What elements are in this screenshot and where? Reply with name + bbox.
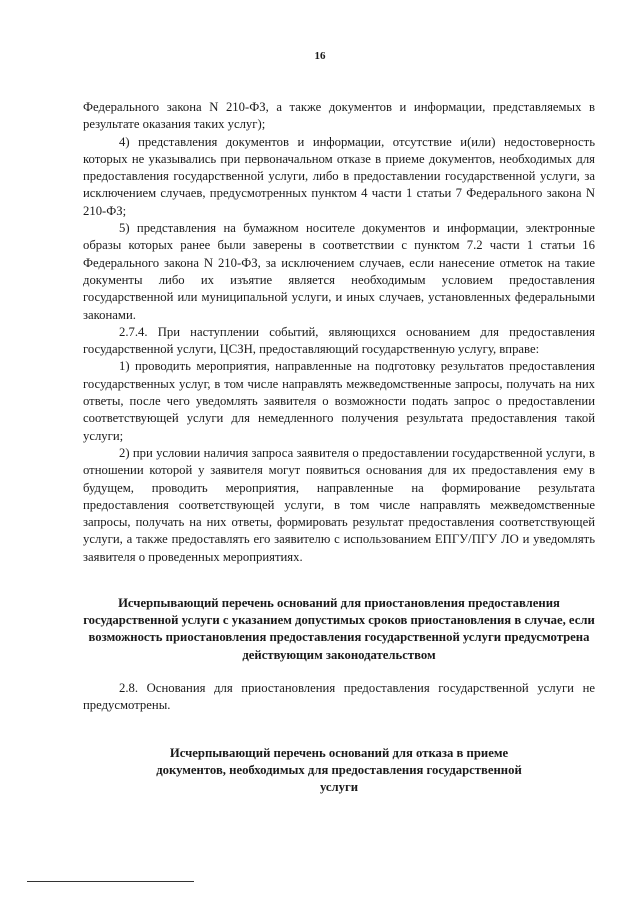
- heading-refusal: Исчерпывающий перечень оснований для отказа в приеме документов, необходимых для предоставления государственной услуги: [156, 746, 522, 795]
- footer-rule: [27, 881, 194, 882]
- paragraph-sub-1: 1) проводить мероприятия, направленные на подготовку результатов предоставления государственных услуг, в том числе направлять межведомственные запросы, получать на них ответы, после чего уведомлять заявителя о возможности подать запрос о предоставлении соответствующей услуги для немедленного получения результата предоставления такой услуги;: [83, 359, 595, 443]
- main-text-block: [83, 99, 595, 566]
- paragraph-2-8-block: [83, 680, 595, 715]
- heading-suspension: Исчерпывающий перечень оснований для приостановления предоставления государственной услуги с указанием допустимых сроков приостановления в случае, если возможность приостановления предоставления государственной услуги предусмотрена действующим законодательством: [83, 596, 595, 662]
- paragraph-sub-2: 2) при условии наличия запроса заявителя о предоставлении государственной услуги, в отношении которой у заявителя могут появиться основания для их предоставления ему в будущем, проводить мероприятия, направленные на формирование результата предоставления соответствующей услуги, в том числе направлять межведомственные запросы, получать на них ответы, формировать результат предоставления соответствующей услуги, а также предоставлять его заявителю с использованием ЕПГУ/ПГУ ЛО и уведомлять заявителя о проведенных мероприятиях.: [83, 445, 595, 564]
- paragraph-2-7-4: 2.7.4. При наступлении событий, являющихся основанием для предоставления государственной услуги, ЦСЗН, предоставляющий государственную услугу, вправе:: [83, 324, 595, 357]
- paragraph-item-4: 4) представления документов и информации, отсутствие и(или) недостоверность которых не указывались при первоначальном отказе в приеме документов, необходимых для предоставления государственной услуги, либо в предоставлении государственной услуги, за исключением случаев, предусмотренных пунктом 4 части 1 статьи 7 Федерального закона N 210-ФЗ;: [83, 134, 595, 218]
- paragraph-item-5: 5) представления на бумажном носителе документов и информации, электронные образы которых ранее были заверены в соответствии с пунктом 7.2 части 1 статьи 16 Федерального закона N 210-ФЗ, за исключением случаев, если нанесение отметок на такие документы либо их изъятие является необходимым условием предоставления государственной или муниципальной услуги, и иных случаев, установленных федеральными законами.: [83, 221, 595, 322]
- page-number: 16: [314, 50, 326, 62]
- paragraph-continuation: Федерального закона N 210-ФЗ, а также документов и информации, представляемых в результате оказания таких услуг);: [83, 100, 595, 132]
- paragraph-2-8: 2.8. Основания для приостановления предоставления государственной услуги не предусмотрены.: [83, 681, 595, 713]
